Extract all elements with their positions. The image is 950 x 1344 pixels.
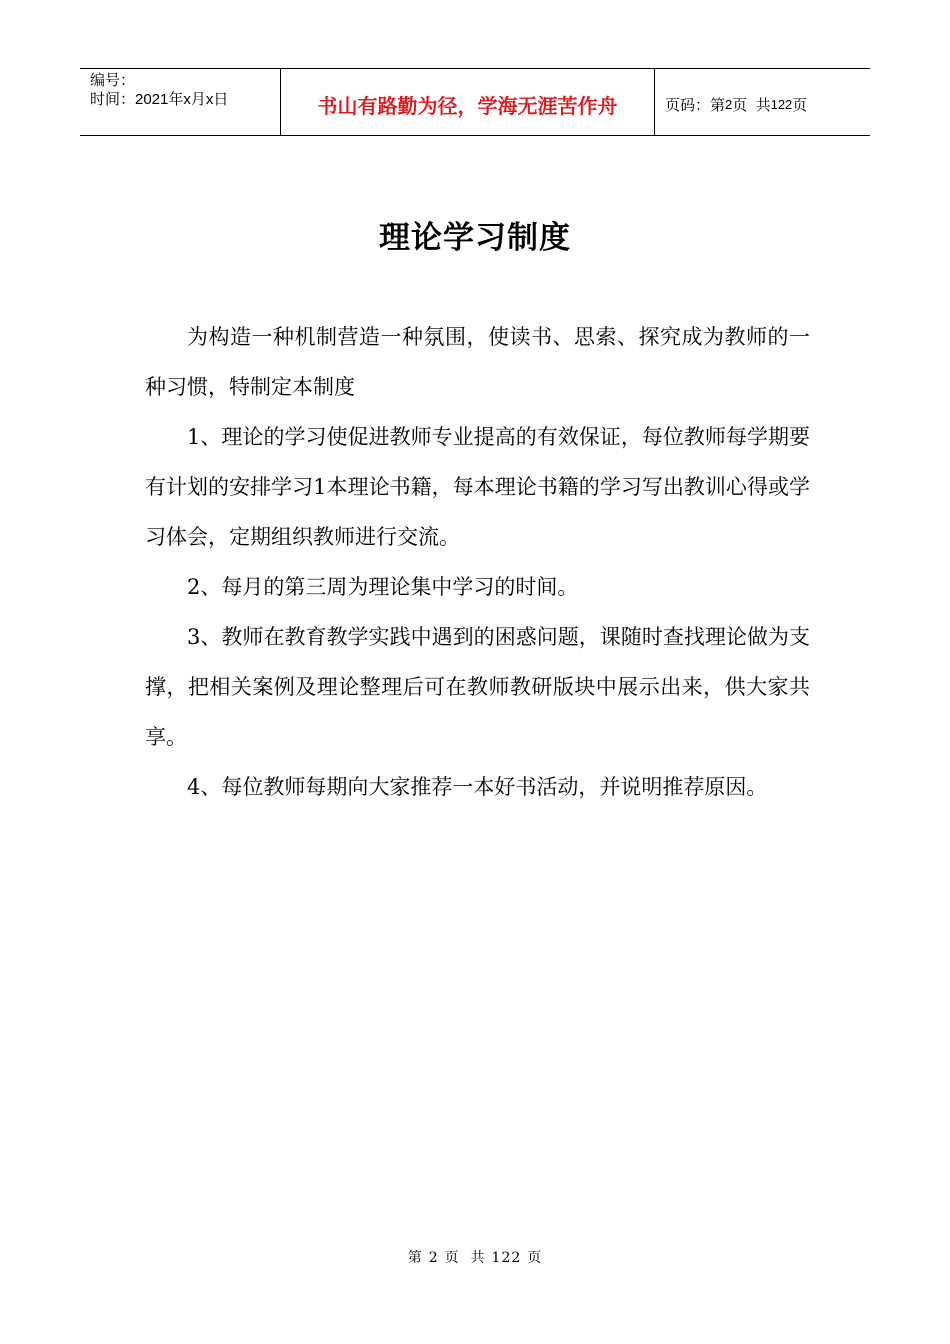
document-time-label: 时间：2021年x月x日 xyxy=(90,91,229,108)
document-title: 理论学习制度 xyxy=(379,220,571,256)
header-page-prefix: 页码：第 xyxy=(665,96,726,114)
header-info-cell xyxy=(80,69,281,135)
paragraph-intro: 为构造一种机制营造一种氛围，使读书、思索、探究成为教师的一种习惯，特制定本制度 xyxy=(145,325,810,399)
header-page-suffix: 页 xyxy=(792,96,808,114)
header-table xyxy=(80,68,870,136)
footer-total: 122 xyxy=(491,1250,522,1266)
header-page-middle: 页 共 xyxy=(732,96,771,114)
footer-current: 2 xyxy=(428,1250,439,1266)
paragraph-item-4: 4、每位教师每期向大家推荐一本好书活动，并说明推荐原因。 xyxy=(187,775,768,799)
header-page-current: 2 xyxy=(725,96,733,112)
header-page-cell xyxy=(655,69,870,135)
document-number-label: 编号： xyxy=(90,72,136,89)
paragraph-item-2: 2、每月的第三周为理论集中学习的时间。 xyxy=(187,575,579,599)
footer-middle: 页 共 xyxy=(444,1250,486,1266)
footer-prefix: 第 xyxy=(407,1250,423,1266)
header-motto-cell xyxy=(281,69,655,135)
paragraph-item-3: 3、教师在教育教学实践中遇到的困惑问题，课随时查找理论做为支撑，把相关案例及理论整理后可在教师教研版块中展示出来，供大家共享。 xyxy=(145,625,810,749)
header-page-total: 122 xyxy=(770,96,793,112)
paragraph-item-1: 1、理论的学习使促进教师专业提高的有效保证，每位教师每学期要有计划的安排学习1本理论书籍，每本理论书籍的学习写出教训心得或学习体会，定期组织教师进行交流。 xyxy=(145,425,810,549)
footer-suffix: 页 xyxy=(527,1250,543,1266)
document-body xyxy=(145,312,810,812)
page-footer xyxy=(0,1247,950,1267)
header-motto: 书山有路勤为径，学海无涯苦作舟 xyxy=(317,93,618,118)
